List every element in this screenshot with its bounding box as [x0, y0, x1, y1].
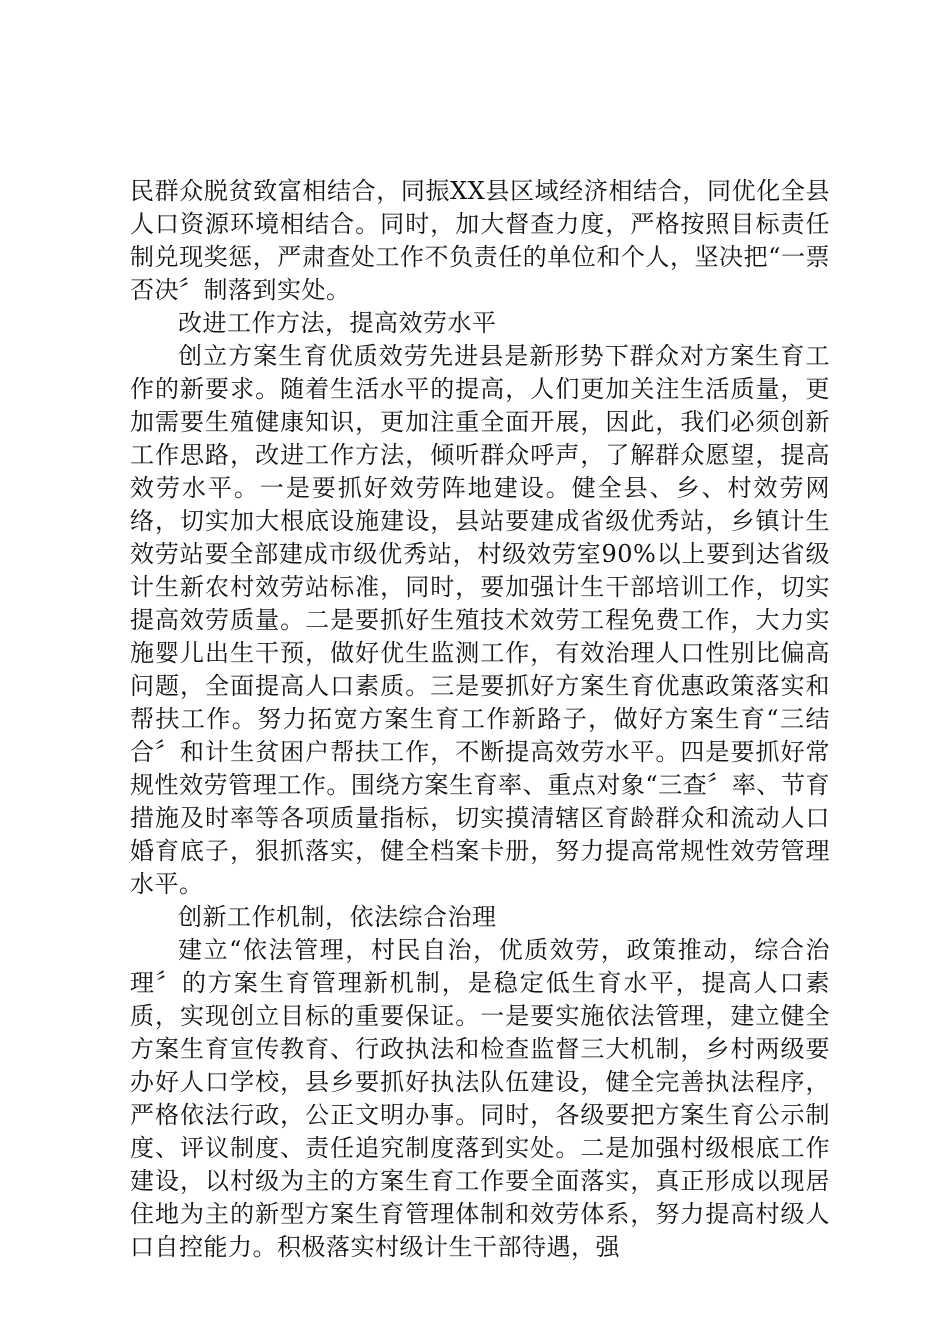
paragraph-mechanism: 建立“依法管理，村民自治，优质效劳，政策推动，综合治理〞的方案生育管理新机制，是稳定低生育水平，提高人口素质，实现创立目标的重要保证。一是要实施依法管理，建立健全方案生育宣传教育、行政执法和检查监督三大机制，乡村两级要办好人口学校，县乡要抓好执法队伍建设，健全完善执法程序，严格依法行政，公正文明办事。同时，各级要把方案生育公示制度、评议制度、责任追究制度落到实处。二是加强村级根底工作建设，以村级为主的方案生育工作要全面落实，真正形成以现居住地为主的新型方案生育管理体制和效劳体系，努力提高村级人口自控能力。积极落实村级计生干部待遇，强	[130, 936, 830, 1261]
paragraph-continuation: 民群众脱贫致富相结合，同振XX县区域经济相结合，同优化全县人口资源环境相结合。同时，加大督查力度，严格按照目标责任制兑现奖惩，严肃查处工作不负责任的单位和个人，坚决把“一票否决〞制落到实处。	[130, 177, 830, 304]
paragraph-service: 创立方案生育优质效劳先进县是新形势下群众对方案生育工作的新要求。随着生活水平的提高，人们更加关注生活质量，更加需要生殖健康知识，更加注重全面开展，因此，我们必须创新工作思路，改进工作方法，倾听群众呼声，了解群众愿望，提高效劳水平。一是要抓好效劳阵地建设。健全县、乡、村效劳网络，切实加大根底设施建设，县站要建成省级优秀站，乡镇计生效劳站要全部建成市级优秀站，村级效劳室90%以上要到达省级计生新农村效劳站标准，同时，要加强计生干部培训工作，切实提高效劳质量。二是要抓好生殖技术效劳工程免费工作，大力实施婴儿出生干预，做好优生监测工作，有效治理人口性别比偏高问题，全面提高人口素质。三是要抓好方案生育优惠政策落实和帮扶工作。努力拓宽方案生育工作新路子，做好方案生育“三结合〞和计生贫困户帮扶工作，不断提高效劳水平。四是要抓好常规性效劳管理工作。围绕方案生育率、重点对象“三查〞率、节育措施及时率等各项质量指标，切实摸清辖区育龄群众和流动人口婚育底子，狠抓落实，健全档案卡册，努力提高常规性效劳管理水平。	[130, 342, 830, 898]
section-heading-service: 改进工作方法，提高效劳水平	[178, 309, 497, 337]
document-page	[130, 175, 830, 1264]
section-heading-mechanism: 创新工作机制，依法综合治理	[178, 903, 497, 931]
